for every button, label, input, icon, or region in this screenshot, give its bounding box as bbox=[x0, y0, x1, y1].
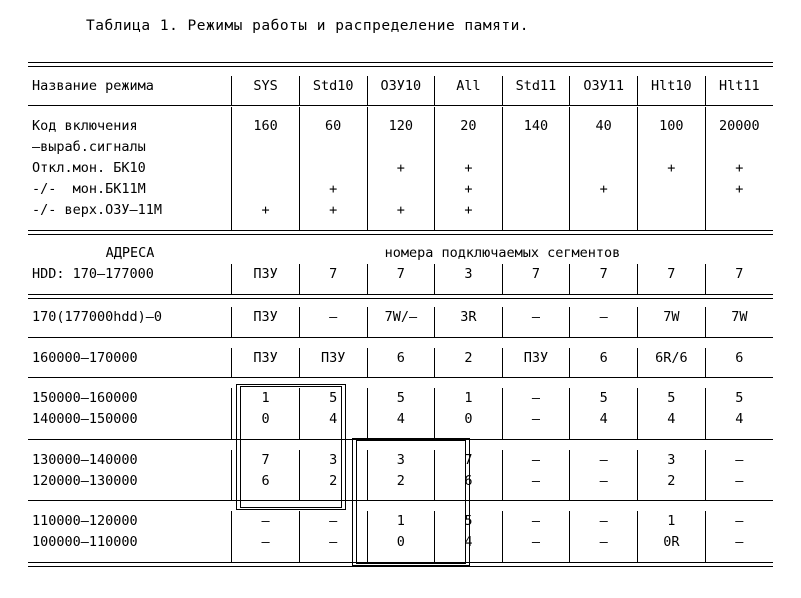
column-header-3: ОЗУ10 bbox=[367, 76, 435, 97]
cell bbox=[232, 179, 299, 200]
spacer bbox=[28, 298, 773, 307]
row-label: 100000–110000 bbox=[32, 534, 138, 550]
column-header-7: Hlt10 bbox=[638, 76, 706, 97]
cell: – bbox=[299, 532, 367, 553]
row-label: 130000–140000 bbox=[32, 451, 138, 468]
cell: 3 bbox=[367, 450, 435, 471]
cell: – bbox=[502, 307, 570, 328]
cell: + bbox=[299, 179, 367, 200]
column-header-4: All bbox=[435, 76, 502, 97]
cell: 7 bbox=[570, 264, 638, 285]
cell: 160 bbox=[232, 116, 299, 137]
spacer bbox=[28, 67, 773, 76]
cell: 7 bbox=[232, 450, 299, 471]
cell: – bbox=[705, 471, 773, 492]
cell: 4 bbox=[435, 532, 502, 553]
cell: 1 bbox=[638, 511, 706, 532]
cell bbox=[367, 137, 435, 158]
row-label: 170(177000hdd)–0 bbox=[32, 309, 163, 325]
cell bbox=[570, 200, 638, 221]
cell bbox=[367, 179, 435, 200]
table-row bbox=[28, 158, 773, 179]
column-header-1: SYS bbox=[232, 76, 299, 97]
cell: 40 bbox=[570, 116, 638, 137]
table-row bbox=[28, 200, 773, 221]
group-bracket-ozu10-all-inner bbox=[356, 440, 466, 564]
cell: 6 bbox=[435, 471, 502, 492]
cell bbox=[705, 200, 773, 221]
cell: – bbox=[570, 450, 638, 471]
cell: – bbox=[502, 388, 570, 409]
cell: 2 bbox=[367, 471, 435, 492]
row-label: –выраб.сигналы bbox=[32, 139, 146, 155]
column-header-2: Std10 bbox=[299, 76, 367, 97]
spacer bbox=[28, 379, 773, 388]
cell: 7 bbox=[502, 264, 570, 285]
cell: 4 bbox=[299, 409, 367, 430]
cell: – bbox=[570, 307, 638, 328]
cell: 4 bbox=[638, 409, 706, 430]
cell: + bbox=[638, 158, 706, 179]
cell: + bbox=[705, 158, 773, 179]
column-header-8: Hlt11 bbox=[705, 76, 773, 97]
addresses-subheader-row bbox=[28, 264, 773, 285]
cell: 0 bbox=[232, 409, 299, 430]
cell: + bbox=[367, 200, 435, 221]
row-label: 140000–150000 bbox=[32, 411, 138, 427]
spacer bbox=[28, 107, 773, 116]
row-label: 110000–120000 bbox=[32, 513, 138, 529]
cell: 20 bbox=[435, 116, 502, 137]
cell: + bbox=[570, 179, 638, 200]
cell: + bbox=[232, 200, 299, 221]
cell: + bbox=[705, 179, 773, 200]
cell bbox=[502, 158, 570, 179]
cell bbox=[435, 137, 502, 158]
cell: 5 bbox=[570, 388, 638, 409]
row-label: -/- мон.БК11М bbox=[32, 181, 146, 197]
table-row bbox=[28, 388, 773, 409]
cell: + bbox=[435, 179, 502, 200]
cell: + bbox=[435, 200, 502, 221]
cell: 20000 bbox=[705, 116, 773, 137]
cell: 7 bbox=[705, 264, 773, 285]
cell: 4 bbox=[367, 409, 435, 430]
cell: 5 bbox=[638, 388, 706, 409]
cell bbox=[299, 158, 367, 179]
cell bbox=[570, 158, 638, 179]
row-label: Откл.мон. БК10 bbox=[32, 160, 146, 176]
addresses-header-row bbox=[28, 243, 773, 264]
cell bbox=[232, 137, 299, 158]
table-row bbox=[28, 409, 773, 430]
cell: ПЗУ bbox=[232, 307, 299, 328]
cell: 1 bbox=[435, 388, 502, 409]
spacer bbox=[28, 339, 773, 348]
cell bbox=[502, 179, 570, 200]
cell: – bbox=[232, 511, 299, 532]
cell: – bbox=[705, 532, 773, 553]
cell: 1 bbox=[232, 388, 299, 409]
table-header-row bbox=[28, 76, 773, 97]
spacer bbox=[28, 97, 773, 106]
cell: 7 bbox=[299, 264, 367, 285]
cell: – bbox=[299, 307, 367, 328]
cell: 2 bbox=[299, 471, 367, 492]
cell bbox=[502, 137, 570, 158]
cell: 0R bbox=[638, 532, 706, 553]
cell: ПЗУ bbox=[232, 348, 299, 369]
cell: – bbox=[705, 511, 773, 532]
row-label: 120000–130000 bbox=[32, 472, 138, 489]
cell: 2 bbox=[435, 348, 502, 369]
cell: 3 bbox=[435, 264, 502, 285]
column-header-6: ОЗУ11 bbox=[570, 76, 638, 97]
cell: 5 bbox=[367, 388, 435, 409]
cell: 7W bbox=[638, 307, 706, 328]
cell bbox=[232, 158, 299, 179]
cell: 3R bbox=[435, 307, 502, 328]
cell: 6 bbox=[570, 348, 638, 369]
table-caption: Таблица 1. Режимы работы и распределение памяти. bbox=[86, 18, 530, 34]
cell: 60 bbox=[299, 116, 367, 137]
spacer bbox=[28, 285, 773, 294]
cell: 4 bbox=[705, 409, 773, 430]
cell bbox=[299, 137, 367, 158]
cell: 2 bbox=[638, 471, 706, 492]
cell: 6 bbox=[232, 471, 299, 492]
row-label: -/- верх.ОЗУ–11М bbox=[32, 202, 163, 218]
cell bbox=[570, 137, 638, 158]
cell: – bbox=[502, 450, 570, 471]
cell bbox=[638, 200, 706, 221]
cell: 6 bbox=[367, 348, 435, 369]
cell: 4 bbox=[570, 409, 638, 430]
cell: – bbox=[570, 511, 638, 532]
column-header-5: Std11 bbox=[502, 76, 570, 97]
cell: – bbox=[502, 511, 570, 532]
spacer bbox=[28, 328, 773, 337]
cell: 100 bbox=[638, 116, 706, 137]
cell: 5 bbox=[299, 388, 367, 409]
row-label: Код включения bbox=[32, 118, 138, 134]
group-bracket-sys-std10-inner bbox=[240, 386, 342, 508]
cell: 3 bbox=[638, 450, 706, 471]
spacer bbox=[28, 234, 773, 243]
cell: 3 bbox=[299, 450, 367, 471]
cell: 7 bbox=[638, 264, 706, 285]
cell: 7W/– bbox=[367, 307, 435, 328]
cell bbox=[705, 137, 773, 158]
table-row bbox=[28, 116, 773, 137]
cell: – bbox=[502, 532, 570, 553]
cell: 140 bbox=[502, 116, 570, 137]
cell: 5 bbox=[435, 511, 502, 532]
cell: + bbox=[367, 158, 435, 179]
cell bbox=[638, 137, 706, 158]
cell: – bbox=[299, 511, 367, 532]
cell: – bbox=[502, 409, 570, 430]
cell: ПЗУ bbox=[232, 264, 299, 285]
cell: 6 bbox=[705, 348, 773, 369]
cell: 0 bbox=[435, 409, 502, 430]
cell: – bbox=[502, 471, 570, 492]
cell: 120 bbox=[367, 116, 435, 137]
cell bbox=[502, 200, 570, 221]
cell: – bbox=[232, 532, 299, 553]
table-row bbox=[28, 137, 773, 158]
hdd-range-label: HDD: 170–177000 bbox=[32, 266, 154, 282]
spacer bbox=[28, 369, 773, 378]
table-row bbox=[28, 179, 773, 200]
cell: 1 bbox=[367, 511, 435, 532]
addresses-title: АДРЕСА bbox=[105, 245, 155, 261]
spacer bbox=[28, 221, 773, 230]
cell: ПЗУ bbox=[299, 348, 367, 369]
cell: ПЗУ bbox=[502, 348, 570, 369]
cell: – bbox=[570, 532, 638, 553]
cell: 6R/6 bbox=[638, 348, 706, 369]
table-row bbox=[28, 348, 773, 369]
segments-span-title: номера подключаемых сегментов bbox=[384, 245, 621, 261]
cell: 0 bbox=[367, 532, 435, 553]
row-label: 160000–170000 bbox=[32, 349, 138, 366]
cell: 5 bbox=[705, 388, 773, 409]
cell: – bbox=[705, 450, 773, 471]
cell bbox=[638, 179, 706, 200]
table-row bbox=[28, 307, 773, 328]
row-label: 150000–160000 bbox=[32, 390, 138, 406]
cell: + bbox=[435, 158, 502, 179]
cell: 7 bbox=[435, 450, 502, 471]
cell: 7 bbox=[367, 264, 435, 285]
column-header-0: Название режима bbox=[32, 77, 154, 94]
cell: + bbox=[299, 200, 367, 221]
cell: – bbox=[570, 471, 638, 492]
cell: 7W bbox=[705, 307, 773, 328]
